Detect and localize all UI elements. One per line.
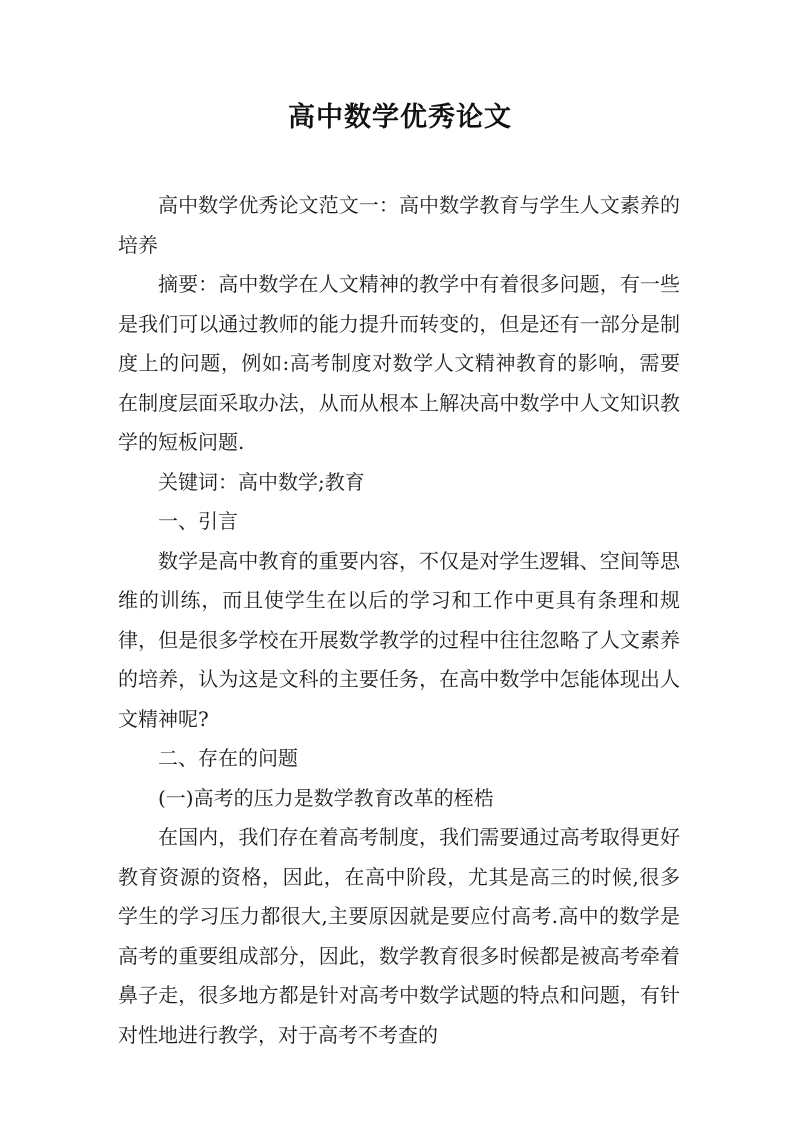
subsection-heading-exam-pressure: (一)高考的压力是数学教育改革的桎梏 <box>158 785 494 810</box>
paragraph-exam-pressure: 在国内，我们存在着高考制度，我们需要通过高考取得更好教育资源的资格，因此，在高中阶段，尤其是高三的时候,很多学生的学习压力都很大,主要原因就是要应付高考.高中的数学是高考的重要组成部分，因此，数学教育很多时候都是被高考牵着鼻子走，很多地方都是针对高考中数学试题的特点和问题，有针对性地进行教学，对于高考不考查的 <box>118 825 680 1047</box>
paragraph-introduction: 数学是高中教育的重要内容，不仅是对学生逻辑、空间等思维的训练，而且使学生在以后的学习和工作中更具有条理和规律，但是很多学校在开展数学教学的过程中往往忽略了人文素养的培养，认为这是文科的主要任务，在高中数学中怎能体现出人文精神呢? <box>118 548 680 731</box>
paragraph-abstract: 摘要：高中数学在人文精神的教学中有着很多问题，有一些是我们可以通过教师的能力提升而转变的，但是还有一部分是制度上的问题，例如:高考制度对数学人文精神教育的影响，需要在制度层面采取办法，从而从根本上解决高中数学中人文知识教学的短板问题. <box>118 272 680 454</box>
section-heading-problems: 二、存在的问题 <box>158 746 298 770</box>
document-title: 高中数学优秀论文 <box>288 102 512 133</box>
paragraph-subtitle: 高中数学优秀论文范文一：高中数学教育与学生人文素养的培养 <box>118 193 680 257</box>
document-body <box>118 186 680 1055</box>
paragraph-keywords: 关键词：高中数学;教育 <box>158 469 365 494</box>
section-heading-introduction: 一、引言 <box>158 509 238 533</box>
